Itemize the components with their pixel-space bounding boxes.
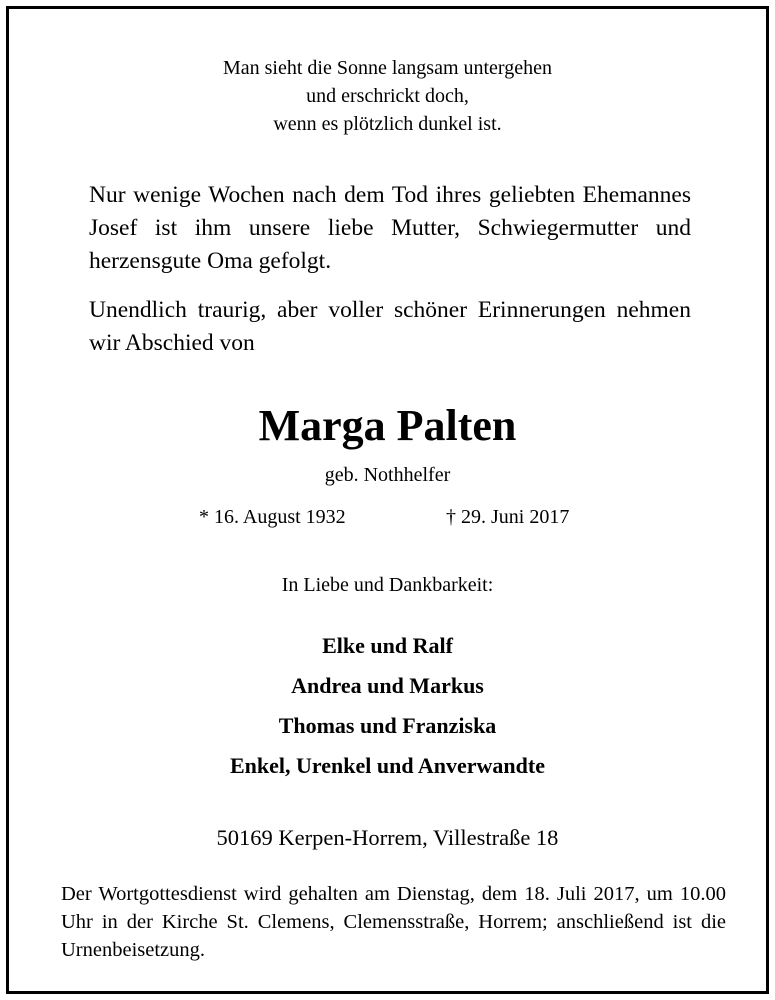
motto-line: wenn es plötzlich dunkel ist. — [273, 113, 502, 135]
death-date: † 29. Juni 2017 — [446, 506, 570, 528]
birth-name: geb. Nothhelfer — [324, 464, 451, 486]
motto-verse — [9, 54, 766, 138]
mourner-name: Elke und Ralf — [322, 633, 453, 658]
obituary-notice — [6, 6, 769, 994]
mourner-name: Enkel, Urenkel und Anverwandte — [230, 753, 545, 778]
mourners-intro: In Liebe und Dankbarkeit: — [281, 574, 494, 596]
mourner-name: Thomas und Franziska — [278, 713, 497, 738]
mourners-list — [9, 626, 766, 786]
motto-line: und erschrickt doch, — [306, 85, 469, 107]
family-address: 50169 Kerpen-Horrem, Villestraße 18 — [216, 825, 559, 850]
mourner-name: Andrea und Markus — [291, 673, 484, 698]
deceased-name: Marga Palten — [258, 401, 517, 450]
intro-paragraph-2: Unendlich traurig, aber voller schöner Erinnerungen nehmen wir Abschied von — [89, 297, 691, 356]
service-information: Der Wortgottesdienst wird gehalten am Dienstag, dem 18. Juli 2017, um 10.00 Uhr in der Kirche St. Clemens, Clemensstraße, Horrem; anschließend ist die Urnenbeisetzung. — [61, 883, 726, 961]
birth-date: * 16. August 1932 — [199, 506, 346, 528]
motto-line: Man sieht die Sonne langsam untergehen — [222, 57, 552, 79]
intro-paragraph-1: Nur wenige Wochen nach dem Tod ihres geliebten Ehemannes Josef ist ihm unsere liebe Mutter, Schwiegermutter und herzensgute Oma gefolgt. — [89, 182, 691, 274]
life-dates — [9, 503, 766, 531]
